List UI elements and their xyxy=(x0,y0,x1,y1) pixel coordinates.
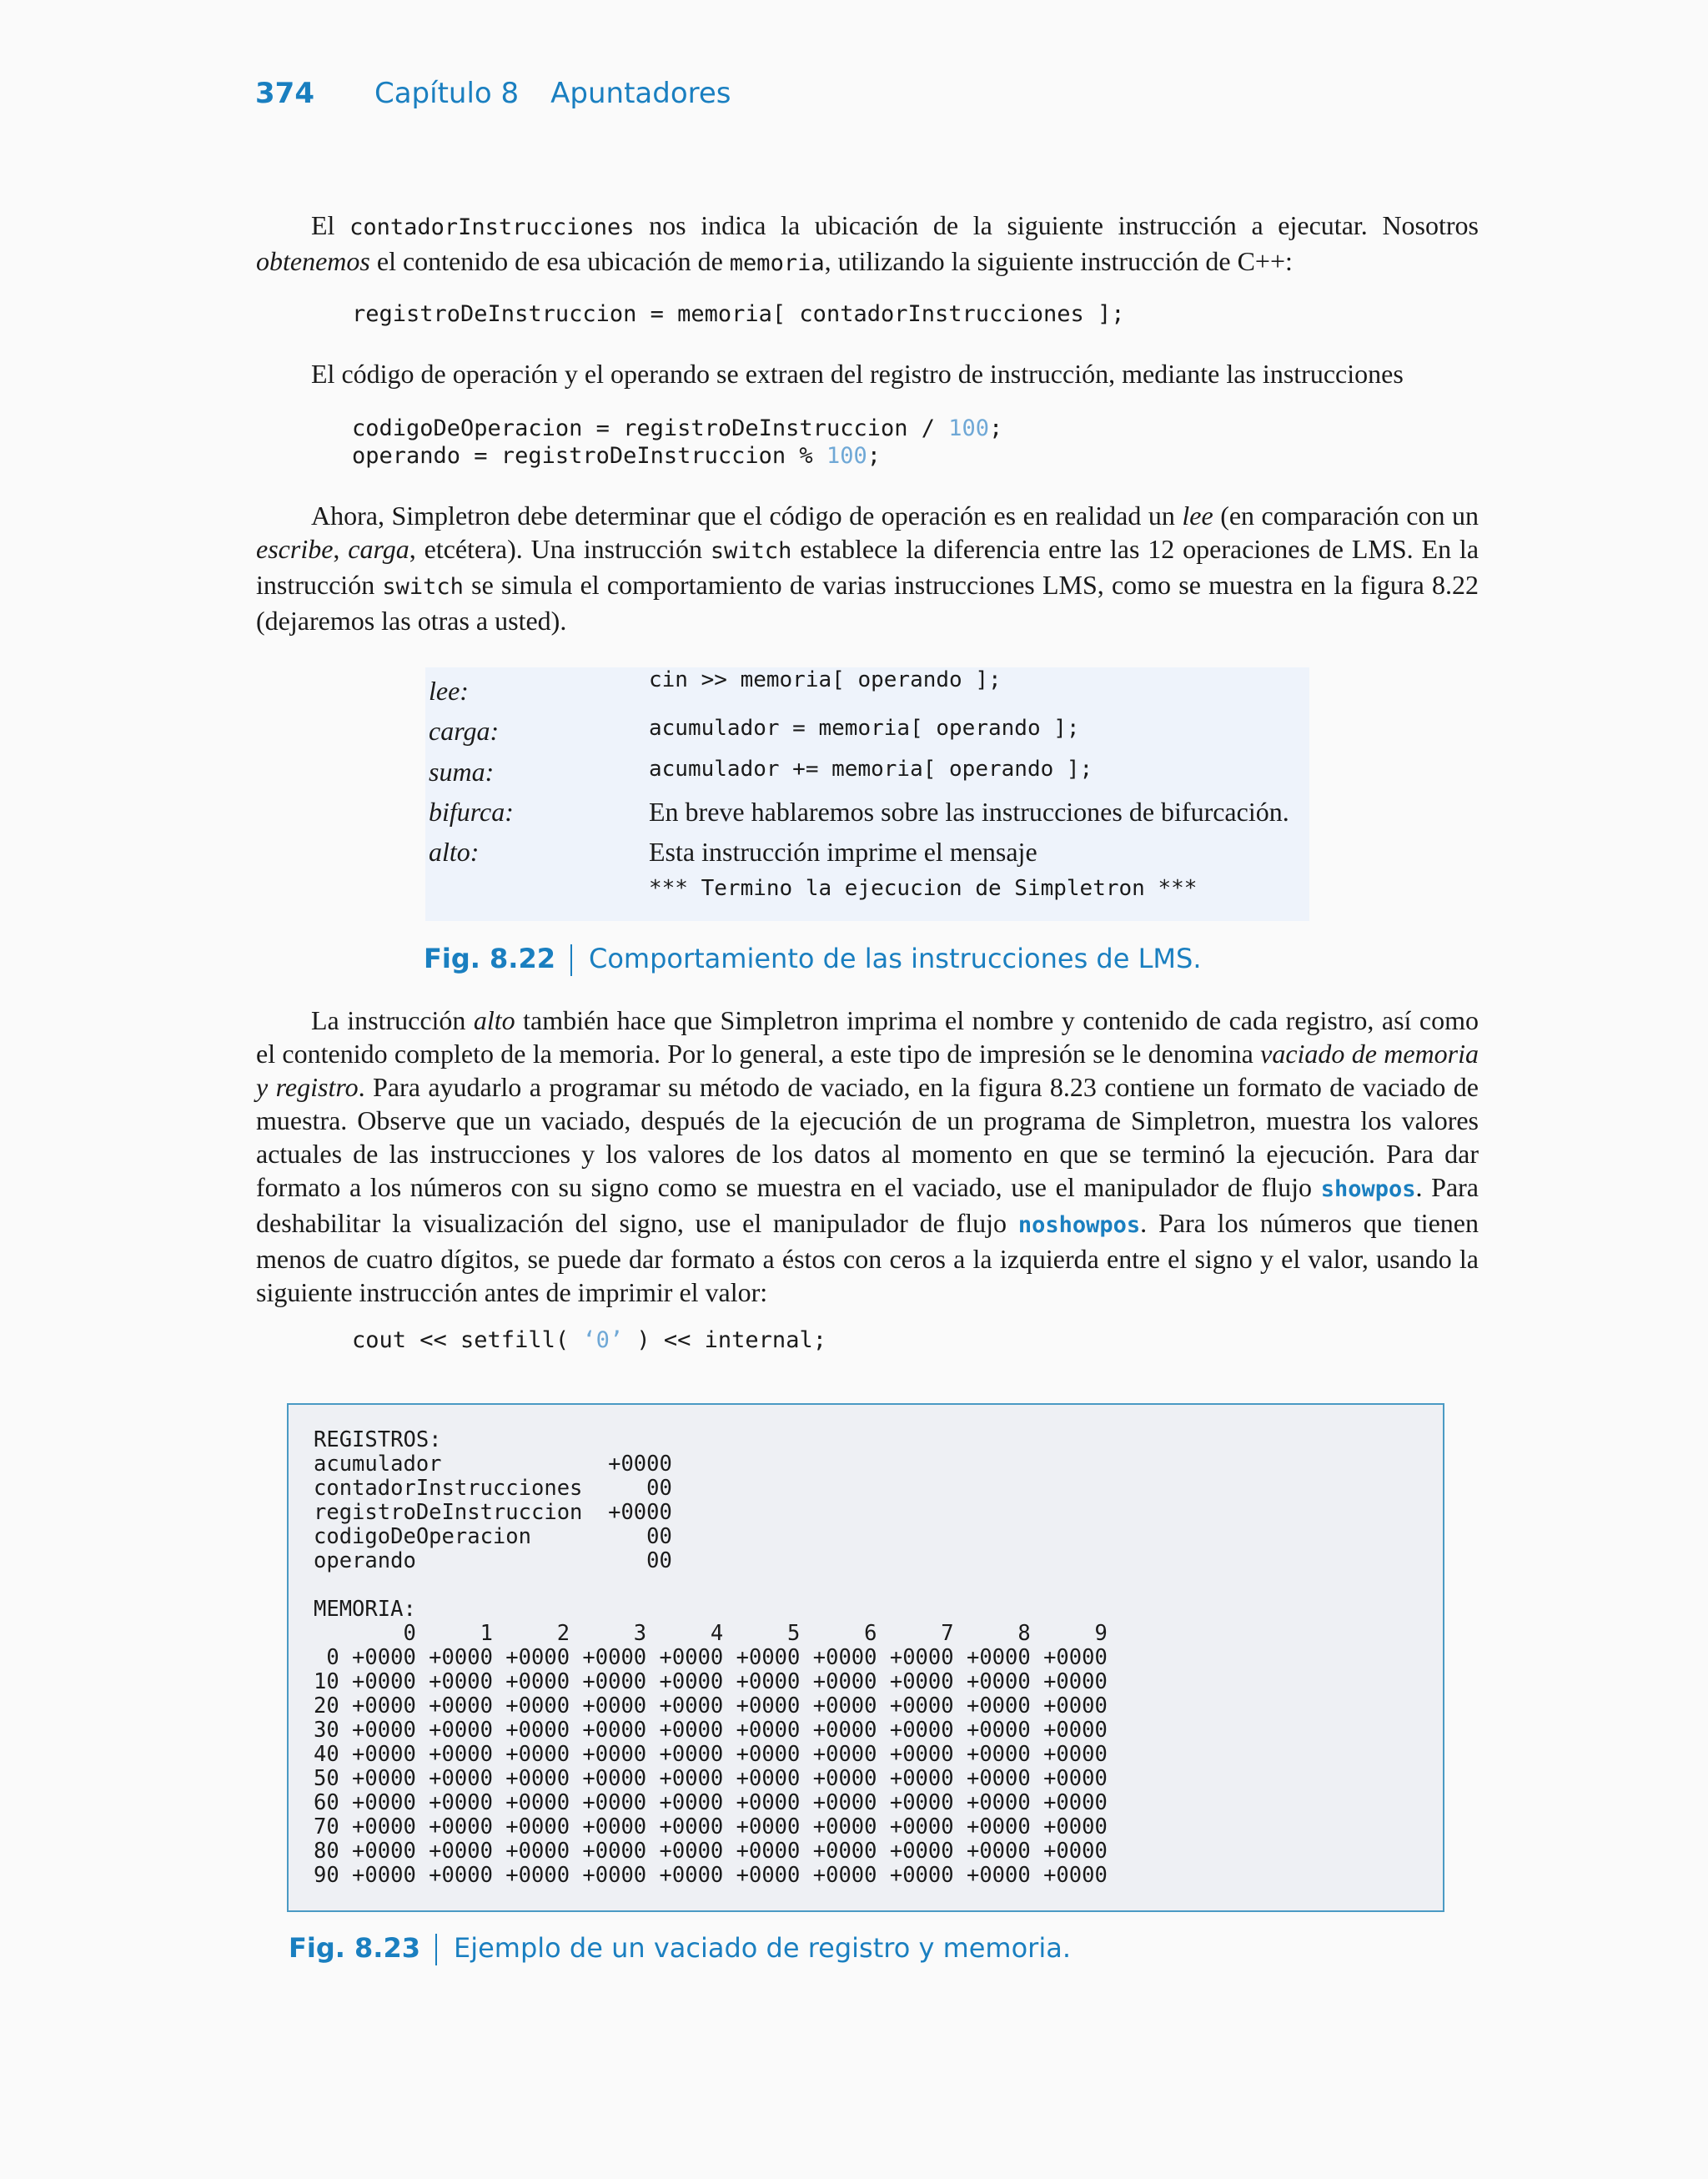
paragraph-2: El código de operación y el operando se extraen del registro de instrucción, mediante las instrucciones xyxy=(311,359,1404,389)
row-value: En breve hablaremos sobre las instrucciones de bifurcación. xyxy=(649,797,1289,827)
caption-text: Ejemplo de un vaciado de registro y memoria. xyxy=(453,1932,1071,1964)
text: El xyxy=(311,210,350,240)
text: . Para los números que tienen menos de cuatro dígitos, se puede dar formato a éstos con ceros a la izquierda entre el signo y el valor, usando la siguiente instrucción antes de imprimir el valor: xyxy=(256,1208,1479,1307)
text: establece la diferencia entre las 12 operaciones de LMS. En la instrucción xyxy=(256,534,1479,600)
emphasis: obtenemos xyxy=(256,246,370,276)
caption-text: Comportamiento de las instrucciones de LMS. xyxy=(588,943,1202,974)
text: , xyxy=(333,534,349,564)
caption-divider xyxy=(435,1934,437,1965)
figure-number: Fig. 8.22 xyxy=(424,943,555,974)
code-text: ; xyxy=(867,443,881,469)
figure-8-22-caption xyxy=(424,943,1202,976)
emphasis: escribe xyxy=(256,534,334,564)
page-number: 374 xyxy=(255,77,314,110)
chapter-label: Capítulo 8 xyxy=(374,77,520,110)
row-label: carga: xyxy=(429,716,500,746)
code-text: operando = registroDeInstruccion % xyxy=(352,443,826,469)
row-value: acumulador += memoria[ operando ]; xyxy=(649,757,1093,782)
inline-code: memoria xyxy=(729,250,825,276)
row-label: bifurca: xyxy=(429,797,514,827)
caption-divider xyxy=(570,944,572,976)
dump-text: REGISTROS: acumulador +0000 contadorInstrucciones 00 registroDeInstruccion +0000 codigoDeOperacion 00 operando 00 MEMORIA: 0 1 2 3 4 5 6 7 8 9 0 +0000 +0000 +0000 +0000 +0000 +0000 +0000 +0000 +0000 +0000 10 +0000 +0000 +0000 +0000 +0000 +0000 +0000 +0000 +0000 +0000 20 +0000 +0000 +0000 +0000 +0000 +0000 +0000 +0000 +0000 +0000 30 +0000 +0000 +0000 +0000 +0000 +0000 +0000 +0000 +0000 +0000 40 +0000 +0000 +0000 +0000 +0000 +0000 +0000 +0000 +0000 +0000 50 +0000 +0000 +0000 +0000 +0000 +0000 +0000 +0000 +0000 +0000 60 +0000 +0000 +0000 +0000 +0000 +0000 +0000 +0000 +0000 +0000 70 +0000 +0000 +0000 +0000 +0000 +0000 +0000 +0000 +0000 +0000 80 +0000 +0000 +0000 +0000 +0000 +0000 +0000 +0000 +0000 +0000 90 +0000 +0000 +0000 +0000 +0000 +0000 +0000 +0000 +0000 +0000 xyxy=(314,1427,1108,1888)
emphasis: carga xyxy=(348,534,409,564)
figure-8-22-table xyxy=(425,667,1309,921)
row-value: acumulador = memoria[ operando ]; xyxy=(649,716,1080,741)
text: , utilizando la siguiente instrucción de C++: xyxy=(824,246,1293,276)
code-number: 100 xyxy=(826,443,867,469)
text: nos indica la ubicación de la siguiente instrucción a ejecutar. Nosotros xyxy=(634,210,1479,240)
inline-code: switch xyxy=(382,574,464,600)
row-label: lee: xyxy=(429,676,469,706)
paragraph-1 xyxy=(256,209,1479,280)
figure-8-23-dump xyxy=(287,1403,1444,1912)
row-value: Esta instrucción imprime el mensaje xyxy=(649,837,1037,867)
keyword: noshowpos xyxy=(1017,1212,1141,1238)
code-block-3 xyxy=(352,1326,826,1354)
emphasis: vaciado de memoria y registro xyxy=(256,1039,1479,1102)
row-label: alto: xyxy=(429,837,480,867)
row-value: cin >> memoria[ operando ]; xyxy=(649,667,1002,692)
code-text: ) << internal; xyxy=(623,1327,826,1353)
paragraph-3 xyxy=(256,499,1479,637)
text: , etcétera). Una instrucción xyxy=(409,534,711,564)
code-block-2 xyxy=(352,415,1002,470)
code-char: ‘0’ xyxy=(582,1327,624,1353)
code-number: 100 xyxy=(948,415,990,441)
text: se simula el comportamiento de varias instrucciones LMS, como se muestra en la figura 8.22 (dejaremos las otras a usted). xyxy=(256,570,1479,636)
inline-code: switch xyxy=(710,538,792,564)
page-header xyxy=(255,77,731,110)
figure-number: Fig. 8.23 xyxy=(289,1932,420,1964)
code-block-1: registroDeInstruccion = memoria[ contadorInstrucciones ]; xyxy=(352,301,1125,327)
paragraph-4 xyxy=(256,1004,1479,1309)
emphasis: lee xyxy=(1182,501,1213,531)
text: . Para ayudarlo a programar su método de vaciado, en la figura 8.23 contiene un formato de vaciado de muestra. Observe que un vaciado, después de la ejecución de un programa de Simpletron, muestra los valores actuales de las instrucciones y los valores de los datos al momento en que se terminó la ejecución. Para dar formato a los números con su signo como se muestra en el vaciado, use el manipulador de flujo xyxy=(256,1072,1479,1202)
code-text: cout << setfill( xyxy=(352,1327,583,1353)
emphasis: alto xyxy=(473,1005,515,1035)
row-value-extra: *** Termino la ejecucion de Simpletron *** xyxy=(649,876,1198,901)
figure-8-23-caption xyxy=(289,1932,1071,1965)
text: también hace que Simpletron imprima el nombre y contenido de cada registro, así como el contenido completo de la memoria. Por lo general, a este tipo de impresión se le denomina xyxy=(256,1005,1479,1069)
text: Ahora, Simpletron debe determinar que el código de operación es en realidad un xyxy=(311,501,1183,531)
text: . Para deshabilitar la visualización del signo, use el manipulador de flujo xyxy=(256,1172,1479,1238)
text: La instrucción xyxy=(311,1005,474,1035)
keyword: showpos xyxy=(1320,1176,1416,1202)
inline-code: contadorInstrucciones xyxy=(349,214,635,240)
code-text: codigoDeOperacion = registroDeInstruccion / xyxy=(352,415,949,441)
text: (en comparación con un xyxy=(1213,501,1479,531)
chapter-title: Apuntadores xyxy=(550,77,731,110)
text: el contenido de esa ubicación de xyxy=(369,246,730,276)
code-text: ; xyxy=(989,415,1003,441)
row-label: suma: xyxy=(429,757,495,787)
